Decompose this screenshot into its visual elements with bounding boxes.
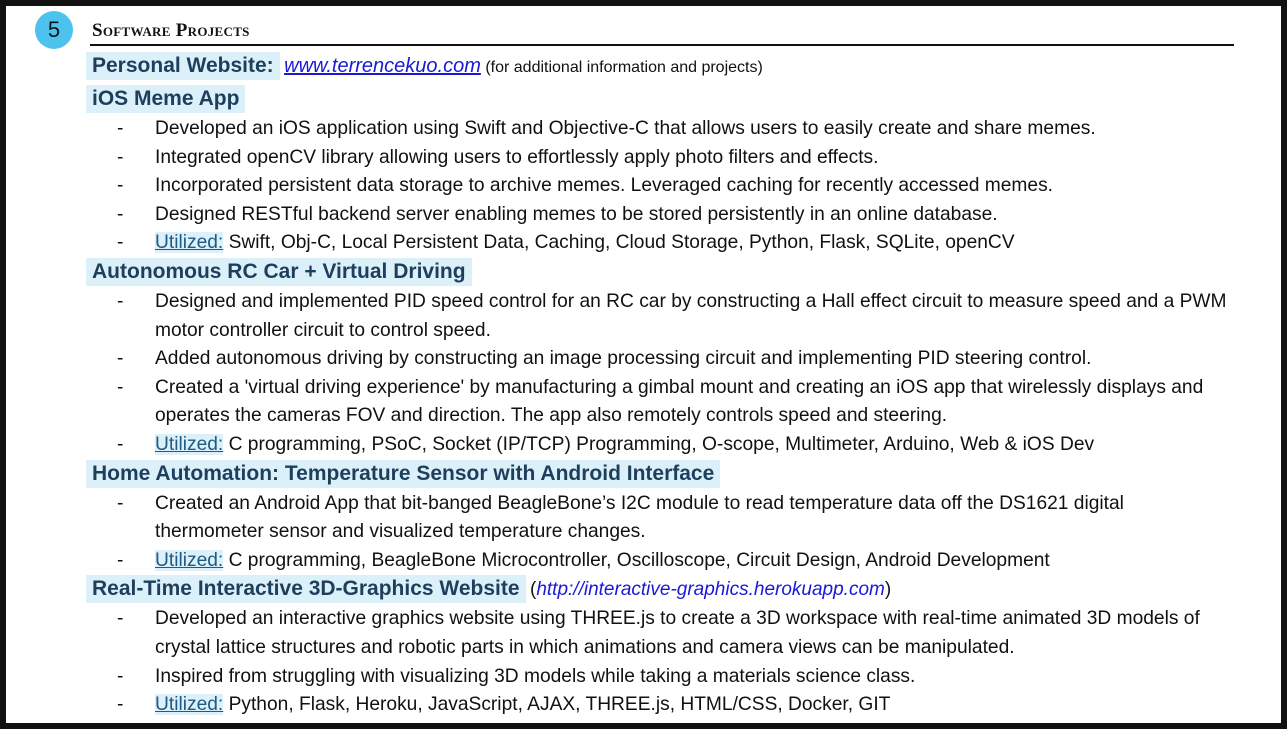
utilized-text: Swift, Obj-C, Local Persistent Data, Caching, Cloud Storage, Python, Flask, SQLite, openCV — [223, 232, 1015, 254]
project-block — [86, 258, 1236, 460]
project-block — [86, 575, 1236, 719]
bullet-item: - Developed an interactive graphics website using THREE.js to create a 3D workspace with real-time animated 3D models of crystal lattice structures and robotic parts in which animations and camera views can be manipulated. — [117, 608, 1200, 658]
section-title: Software Projects — [92, 20, 250, 41]
bullet-item: - Added autonomous driving by constructing an image processing circuit and implementing PID steering control. — [117, 348, 1092, 370]
utilized-item: - Utilized: C programming, BeagleBone Microcontroller, Oscilloscope, Circuit Design, Android Development — [117, 549, 1050, 571]
project-title-line — [86, 258, 1236, 288]
project-title: Autonomous RC Car + Virtual Driving — [86, 258, 472, 286]
utilized-label: Utilized: — [155, 694, 224, 716]
bullet-text: Developed an iOS application using Swift and Objective-C that allows users to easily create and share memes. — [155, 118, 1096, 139]
project-title: Home Automation: Temperature Sensor with Android Interface — [86, 460, 720, 488]
utilized-item: - Utilized: Swift, Obj-C, Local Persistent Data, Caching, Cloud Storage, Python, Flask, SQLite, openCV — [117, 232, 1015, 254]
project-title-line: Real-Time Interactive 3D-Graphics Website (http://interactive-graphics.herokuapp.com) — [86, 575, 1236, 605]
bullet-item: - Created an Android App that bit-banged BeagleBone’s I2C module to read temperature data off the DS1621 digital thermometer sensor and visualized temperature changes. — [117, 492, 1124, 543]
personal-website-link[interactable]: www.terrencekuo.com — [284, 55, 481, 77]
bullet-item: - Incorporated persistent data storage to archive memes. Leveraged caching for recently accessed memes. — [117, 175, 1054, 197]
project-link[interactable]: http://interactive-graphics.herokuapp.com — [536, 579, 885, 601]
section-number-badge: 5 — [35, 11, 73, 49]
bullet-text: Developed an interactive graphics website using THREE.js to create a 3D workspace with real-time animated 3D models of crystal lattice structures and robotic parts in which animations and camera views can be manipulated. — [155, 608, 1200, 658]
bullet-text: Integrated openCV library allowing users to effortlessly apply photo filters and effects. — [155, 146, 879, 168]
project-bullets — [86, 115, 1236, 258]
project-bullets — [86, 605, 1236, 719]
section-divider — [90, 44, 1234, 46]
bullet-text: Designed and implemented PID speed control for an RC car by constructing a Hall effect circuit to measure speed and a PWM motor controller circuit to control speed. — [155, 290, 1227, 341]
utilized-text: Python, Flask, Heroku, JavaScript, AJAX, THREE.js, HTML/CSS, Docker, GIT — [223, 694, 891, 716]
bullet-item: - Integrated openCV library allowing users to effortlessly apply photo filters and effects. — [117, 146, 879, 168]
utilized-text: C programming, BeagleBone Microcontroller, Oscilloscope, Circuit Design, Android Development — [223, 549, 1050, 571]
bullet-text: Designed RESTful backend server enabling memes to be stored persistently in an online database. — [155, 203, 998, 225]
utilized-item: - Utilized: Python, Flask, Heroku, JavaScript, AJAX, THREE.js, HTML/CSS, Docker, GIT — [117, 694, 891, 716]
bullet-text: Created an Android App that bit-banged BeagleBone’s I2C module to read temperature data off the DS1621 digital thermometer sensor and visualized temperature changes. — [155, 492, 1124, 543]
project-block — [86, 85, 1236, 258]
bullet-item: - Designed RESTful backend server enabling memes to be stored persistently in an online database. — [117, 203, 998, 225]
project-title-line — [86, 460, 1236, 490]
projects-content — [86, 51, 1236, 720]
personal-website-label: Personal Website: — [86, 52, 280, 80]
project-title: iOS Meme App — [86, 85, 245, 113]
project-block — [86, 460, 1236, 576]
bullet-item: - Designed and implemented PID speed control for an RC car by constructing a Hall effect circuit to measure speed and a PWM motor controller circuit to control speed. — [117, 290, 1227, 341]
project-title: Real-Time Interactive 3D-Graphics Website — [86, 575, 526, 603]
utilized-label: Utilized: — [155, 232, 224, 254]
project-bullets — [86, 288, 1236, 460]
bullet-item: - Inspired from struggling with visualizing 3D models while taking a materials science class. — [117, 665, 916, 687]
personal-website-line — [86, 51, 1236, 81]
bullet-text: Added autonomous driving by constructing an image processing circuit and implementing PID steering control. — [155, 348, 1092, 370]
bullet-text: Inspired from struggling with visualizing 3D models while taking a materials science class. — [155, 665, 916, 687]
personal-website-note: (for additional information and projects) — [485, 59, 763, 76]
utilized-item: - Utilized: C programming, PSoC, Socket (IP/TCP) Programming, O-scope, Multimeter, Arduino, Web & iOS Dev — [117, 433, 1095, 455]
bullet-text: Incorporated persistent data storage to archive memes. Leveraged caching for recently accessed memes. — [155, 175, 1054, 197]
project-bullets — [86, 490, 1236, 576]
bullet-item: - Developed an iOS application using Swift and Objective-C that allows users to easily create and share memes. — [117, 118, 1096, 139]
utilized-label: Utilized: — [155, 549, 224, 571]
utilized-text: C programming, PSoC, Socket (IP/TCP) Programming, O-scope, Multimeter, Arduino, Web & iOS Dev — [223, 433, 1095, 455]
bullet-item: - Created a 'virtual driving experience' by manufacturing a gimbal mount and creating an iOS app that wirelessly displays and operates the cameras FOV and direction. The app also remotely controls speed and steering. — [117, 376, 1204, 427]
utilized-label: Utilized: — [155, 433, 224, 455]
project-title-line — [86, 85, 1236, 115]
bullet-text: Created a 'virtual driving experience' by manufacturing a gimbal mount and creating an iOS app that wirelessly displays and operates the cameras FOV and direction. The app also remotely controls speed and steering. — [155, 376, 1204, 427]
